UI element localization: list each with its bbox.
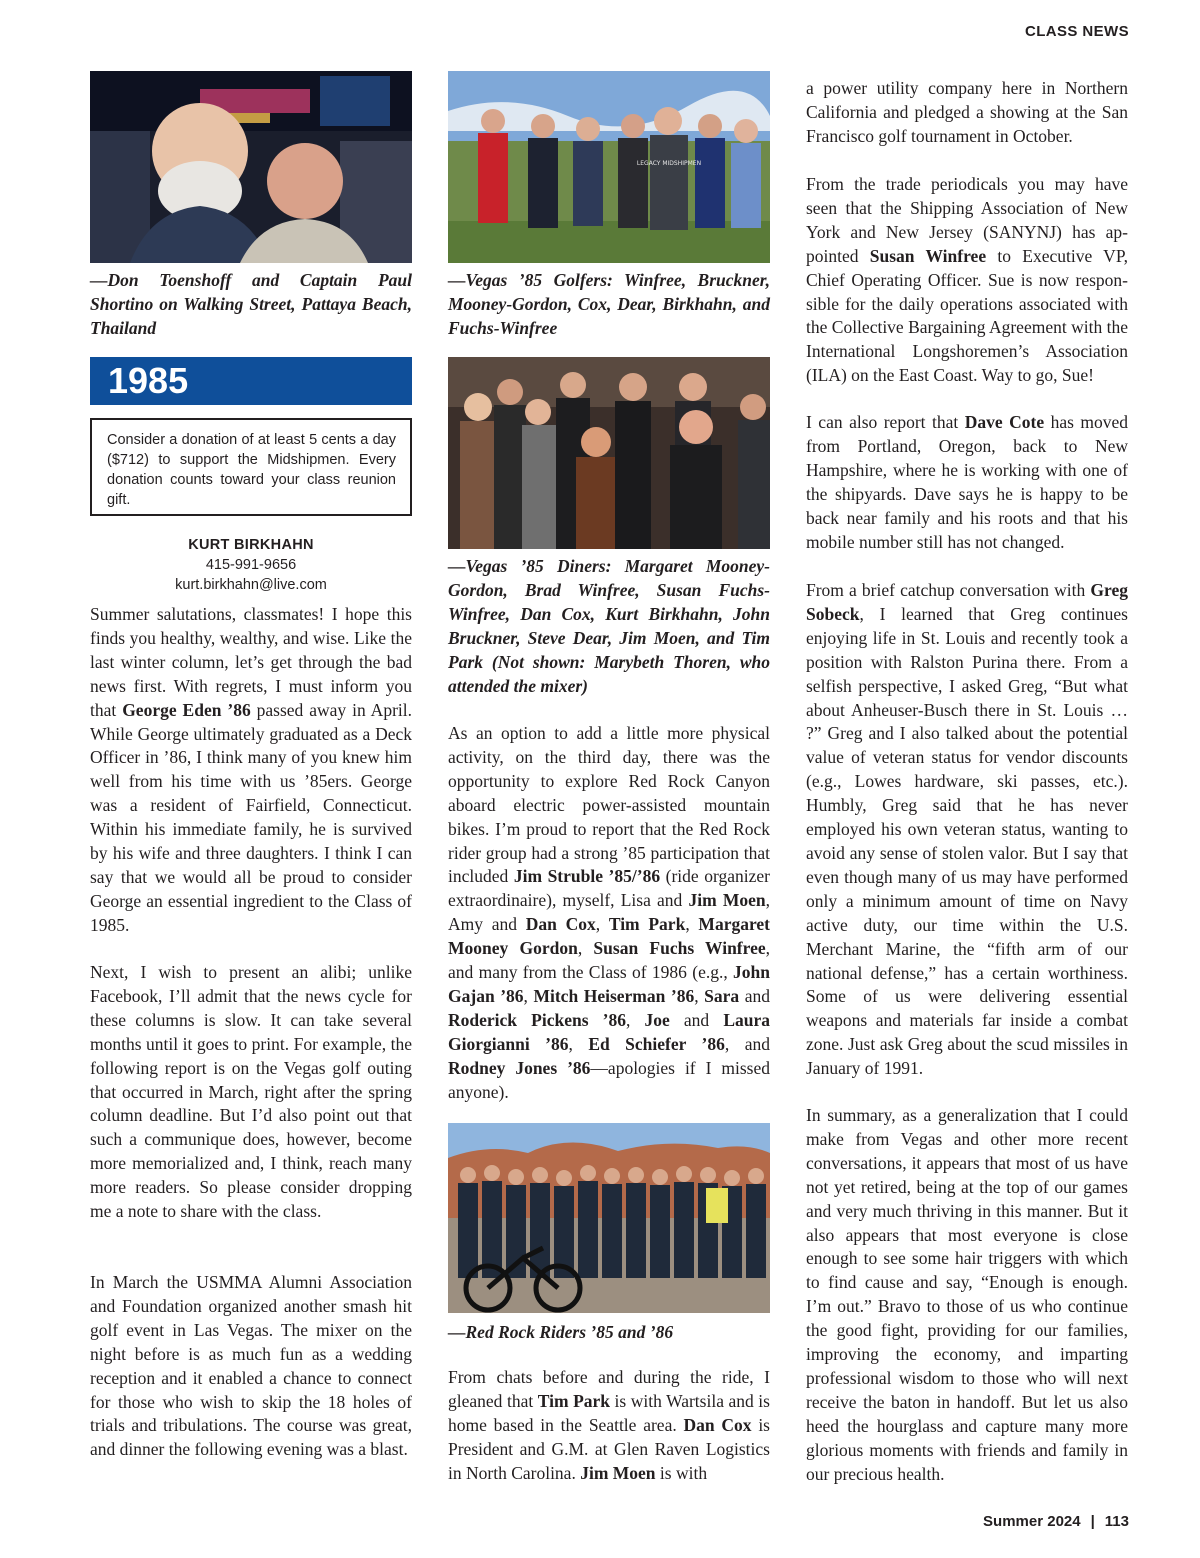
photo-caption-golfers: —Vegas ’85 Golfers: Winfree, Bruckner, Mooney-Gordon, Cox, Dear, Birkhahn, and Fuchs-Winfree — [448, 270, 770, 338]
article-paragraph: From a brief catchup conversation with Greg Sobeck, I learned that Greg continues enjoying life in St. Louis and recently took a position with Ralston Purina there. From a selfish perspective, I asked Greg, “But what about Anheuser-Busch there in St. Louis … ?” Greg and I also talked about the potential value of veteran status for vendor discounts (e.g., Lowes hardware, ski passes, etc.). Humbly, Greg said that he has never employed his own veteran status, wanting to avoid any sense of stolen valor. But I say that even though many of us may have performed only a minimum amount of time on Navy active duty, our time within the U.S. Merchant Marine, the “fifth arm of our national defense,” has a certain worthiness. Some of us were delivering essential weapons and materials far inside a combat zone. Just ask Greg about the scud missiles in January of 1991. — [806, 580, 1128, 1079]
article-paragraph: In summary, as a generalization that I could make from Vegas and other more recent conversations, it appears that most of us have not yet retired, being at the top of our games and very much thriving in this manner. But it also appears that most everyone is close enough to see some hair triggers with which to find cause and say, “Enough is enough. I’m out.” Bravo to those of us who continue the good fight, providing for our families, improving the economy, and imparting professional wisdom to those who will next receive the baton in handoff. But let us also heed the hourglass and capture many more glorious moments with friends and family in our precious health. — [806, 1105, 1128, 1484]
correspondent-phone: 415-991-9656 — [205, 557, 297, 573]
article-paragraph: Summer salutations, classmates! I hope this finds you healthy, wealthy, and wise. Like the last winter column, let’s get through the bad news first. With regrets, I must inform you that George Eden ’86 passed away in April. While George ultimately graduated as a Deck Officer in ’86, I think many of you knew him well from his time with us ’85ers. George was a resident of Fairfield, Connecticut. Within his immediate family, he is survived by his wife and three daughters. I think I can say that we would all be proud to consider George an essential ingredient to the Class of 1985. — [90, 604, 412, 935]
photo-caption-riders: —Red Rock Riders ’85 and ’86 — [448, 1322, 674, 1342]
photo-vegas-golfers — [448, 71, 770, 263]
donation-box: Consider a donation of at least 5 cents a day ($712) to support the Midshipmen. Every donation counts toward your class reunion gift. — [90, 418, 412, 516]
correspondent-email[interactable]: kurt.birkhahn@live.com — [175, 577, 327, 593]
article-paragraph: I can also report that Dave Cote has moved from Portland, Oregon, back to New Hampshire, where he is working with one of the shipyards. Dave says he is happy to be back near family and his roots and that his mobile number still has not changed. — [806, 412, 1129, 552]
article-paragraph: a power utility company here in Northern California and pledged a showing at the San Francisco golf tournament in October. — [806, 78, 1128, 146]
photo-caption-diners: —Vegas ’85 Diners: Margaret Mooney-Gordon, Brad Winfree, Susan Fuchs-Winfree, Dan Cox, Kurt Birkhahn, John Bruckner, Steve Dear, Jim Moen, and Tim Park (Not shown: Marybeth Thoren, who attended the mixer) — [448, 556, 770, 696]
class-correspondent — [90, 535, 412, 595]
article-paragraph: Next, I wish to present an alibi; unlike Facebook, I’ll admit that the news cycle for these columns is slow. It can take several months until it goes to print. For example, the following report is on the Vegas golf outing that occurred in March, right after the spring column deadline. But I’d also point out that such a communique does, however, become more memorialized and, I think, reach many more readers. So please consider dropping me a note to share with the class. — [90, 962, 412, 1222]
photo-red-rock-riders — [448, 1123, 770, 1313]
shirt-text: LEGACY MIDSHIPMEN — [636, 160, 702, 167]
correspondent-name: KURT BIRKHAHN — [188, 537, 314, 553]
article-paragraph: From chats before and during the ride, I gleaned that Tim Park is with Wartsila and is home based in the Seattle area. Dan Cox is President and G.M. at Glen Raven Logistics in North Carolina. Jim Moen is with — [448, 1367, 770, 1483]
section-header: CLASS NEWS — [1024, 23, 1129, 40]
article-paragraph: In March the USMMA Alumni Association and Foundation organized another smash hit golf event in Las Vegas. The mixer on the night before is as much fun as a wedding reception and it enabled a chance to connect for those who wish to skip the 18 holes of trials and tribulations. The course was great, and dinner the following evening was a blast. — [90, 1272, 412, 1460]
page-number: 113 — [1104, 1513, 1129, 1530]
issue-label: Summer 2024 — [983, 1513, 1081, 1530]
footer-separator: | — [1090, 1513, 1095, 1530]
class-year-banner: 1985 — [90, 357, 412, 405]
page-footer — [983, 1513, 1129, 1530]
photo-caption-toenshoff: —Don Toenshoff and Captain Paul Shortino on Walking Street, Pattaya Beach, Thailand — [90, 270, 412, 338]
article-paragraph: From the trade periodicals you may have seen that the Shipping Association of New York and New Jersey (SANYNJ) has appointed Susan Winfree to Executive VP, Chief Operating Officer. Sue is now responsible for the daily operations associated with the Collective Bargaining Agreement with the International Longshoremen’s Association (ILA) on the East Coast. Way to go, Sue! — [806, 174, 1128, 386]
photo-vegas-diners — [448, 357, 770, 549]
photo-toenshoff-shortino — [90, 71, 412, 263]
article-paragraph: As an option to add a little more physical activity, on the third day, there was the opportunity to explore Red Rock Canyon aboard electric power-assisted mountain bikes. I’m proud to report that the Red Rock rider group had a strong ’85 participation that included Jim Struble ’85/’86 (ride organizer extraordinaire), myself, Lisa and Jim Moen, Amy and Dan Cox, Tim Park, Margaret Mooney Gordon, Susan Fuchs Winfree, and many from the Class of 1986 (e.g., John Gajan ’86, Mitch Heiserman ’86, Sara and Roderick Pickens ’86, Joe and Laura Giorgianni ’86, Ed Schiefer ’86, and Rodney Jones ’86—apologies if I missed anyone). — [448, 723, 771, 1102]
